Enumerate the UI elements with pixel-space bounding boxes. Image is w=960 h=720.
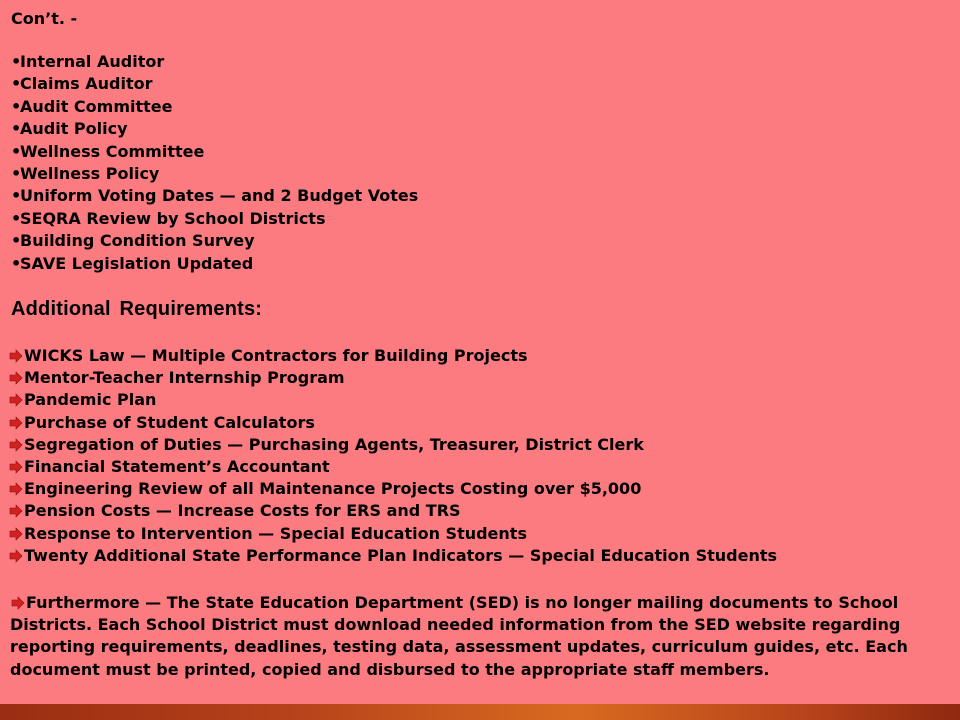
requirement-text: Response to Intervention — Special Education Students <box>24 523 527 543</box>
bullet-dot: • <box>11 119 22 139</box>
requirement-text: Twenty Additional State Performance Plan Indicators — Special Education Students <box>24 545 778 565</box>
requirement-item <box>8 456 777 478</box>
requirements-list <box>8 345 777 567</box>
bullet-text: Building Condition Survey <box>20 231 255 251</box>
requirement-item <box>8 523 777 545</box>
requirement-item <box>8 500 777 522</box>
footer-bar <box>0 704 960 720</box>
requirement-item <box>8 367 777 389</box>
bullet-item <box>11 141 418 163</box>
bullet-item <box>11 253 418 275</box>
continued-label: Con’t. - <box>11 9 78 28</box>
requirement-item <box>8 345 777 367</box>
bullet-item <box>11 230 418 252</box>
bullet-dot: • <box>11 96 22 116</box>
requirement-text: Segregation of Duties — Purchasing Agents, Treasurer, District Clerk <box>24 434 644 454</box>
bullet-dot: • <box>11 141 22 161</box>
red-arrow-icon <box>8 527 24 541</box>
requirement-item <box>8 412 777 434</box>
requirement-text: Purchase of Student Calculators <box>24 412 315 432</box>
requirement-item <box>8 389 777 411</box>
red-arrow-icon <box>8 349 24 363</box>
requirement-text: WICKS Law — Multiple Contractors for Building Projects <box>24 346 528 365</box>
red-arrow-icon <box>8 549 24 563</box>
requirement-text: Pension Costs — Increase Costs for ERS and TRS <box>24 501 461 521</box>
bullet-dot: • <box>11 208 22 228</box>
bullet-text: Wellness Committee <box>20 141 205 161</box>
red-arrow-icon <box>10 596 26 610</box>
red-arrow-icon <box>8 416 24 430</box>
bullet-item <box>11 96 418 118</box>
requirement-text: Financial Statement’s Accountant <box>24 456 330 476</box>
bullet-list <box>11 51 418 275</box>
requirement-text: Pandemic Plan <box>24 390 157 410</box>
requirement-item <box>8 434 777 456</box>
red-arrow-icon <box>8 482 24 496</box>
requirement-text: Mentor-Teacher Internship Program <box>24 368 345 388</box>
bullet-text: Uniform Voting Dates — and 2 Budget Votes <box>20 186 419 206</box>
bullet-item <box>11 163 418 185</box>
bullet-item <box>11 73 418 95</box>
section-heading: Additional Requirements: <box>11 298 263 320</box>
bullet-dot: • <box>11 253 22 273</box>
requirement-item <box>8 478 777 500</box>
bullet-text: Claims Auditor <box>20 74 153 94</box>
bullet-item <box>11 51 418 73</box>
red-arrow-icon <box>8 460 24 474</box>
bullet-text: Audit Committee <box>20 96 173 116</box>
furthermore-text: Furthermore — The State Education Department (SED) is no longer mailing documents to School Districts. Each School District must download needed information from the SED website regarding reporting requirements, deadlines, testing data, assessment updates, curriculum guides, etc. Each document must be printed, copied and disbursed to the appropriate staff members. <box>10 593 908 679</box>
bullet-dot: • <box>11 52 22 71</box>
bullet-dot: • <box>11 163 22 183</box>
red-arrow-icon <box>8 393 24 407</box>
bullet-text: Wellness Policy <box>20 163 160 183</box>
furthermore-paragraph <box>10 592 950 681</box>
bullet-text: Audit Policy <box>20 119 128 139</box>
bullet-text: SEQRA Review by School Districts <box>20 208 326 228</box>
requirement-item <box>8 545 777 567</box>
red-arrow-icon <box>8 504 24 518</box>
bullet-text: Internal Auditor <box>20 52 165 71</box>
requirement-text: Engineering Review of all Maintenance Projects Costing over $5,000 <box>24 479 642 499</box>
bullet-dot: • <box>11 231 22 251</box>
bullet-item <box>11 118 418 140</box>
bullet-dot: • <box>11 74 22 94</box>
bullet-item <box>11 208 418 230</box>
bullet-text: SAVE Legislation Updated <box>20 253 254 273</box>
bullet-dot: • <box>11 186 22 206</box>
red-arrow-icon <box>8 371 24 385</box>
red-arrow-icon <box>8 438 24 452</box>
bullet-item <box>11 185 418 207</box>
